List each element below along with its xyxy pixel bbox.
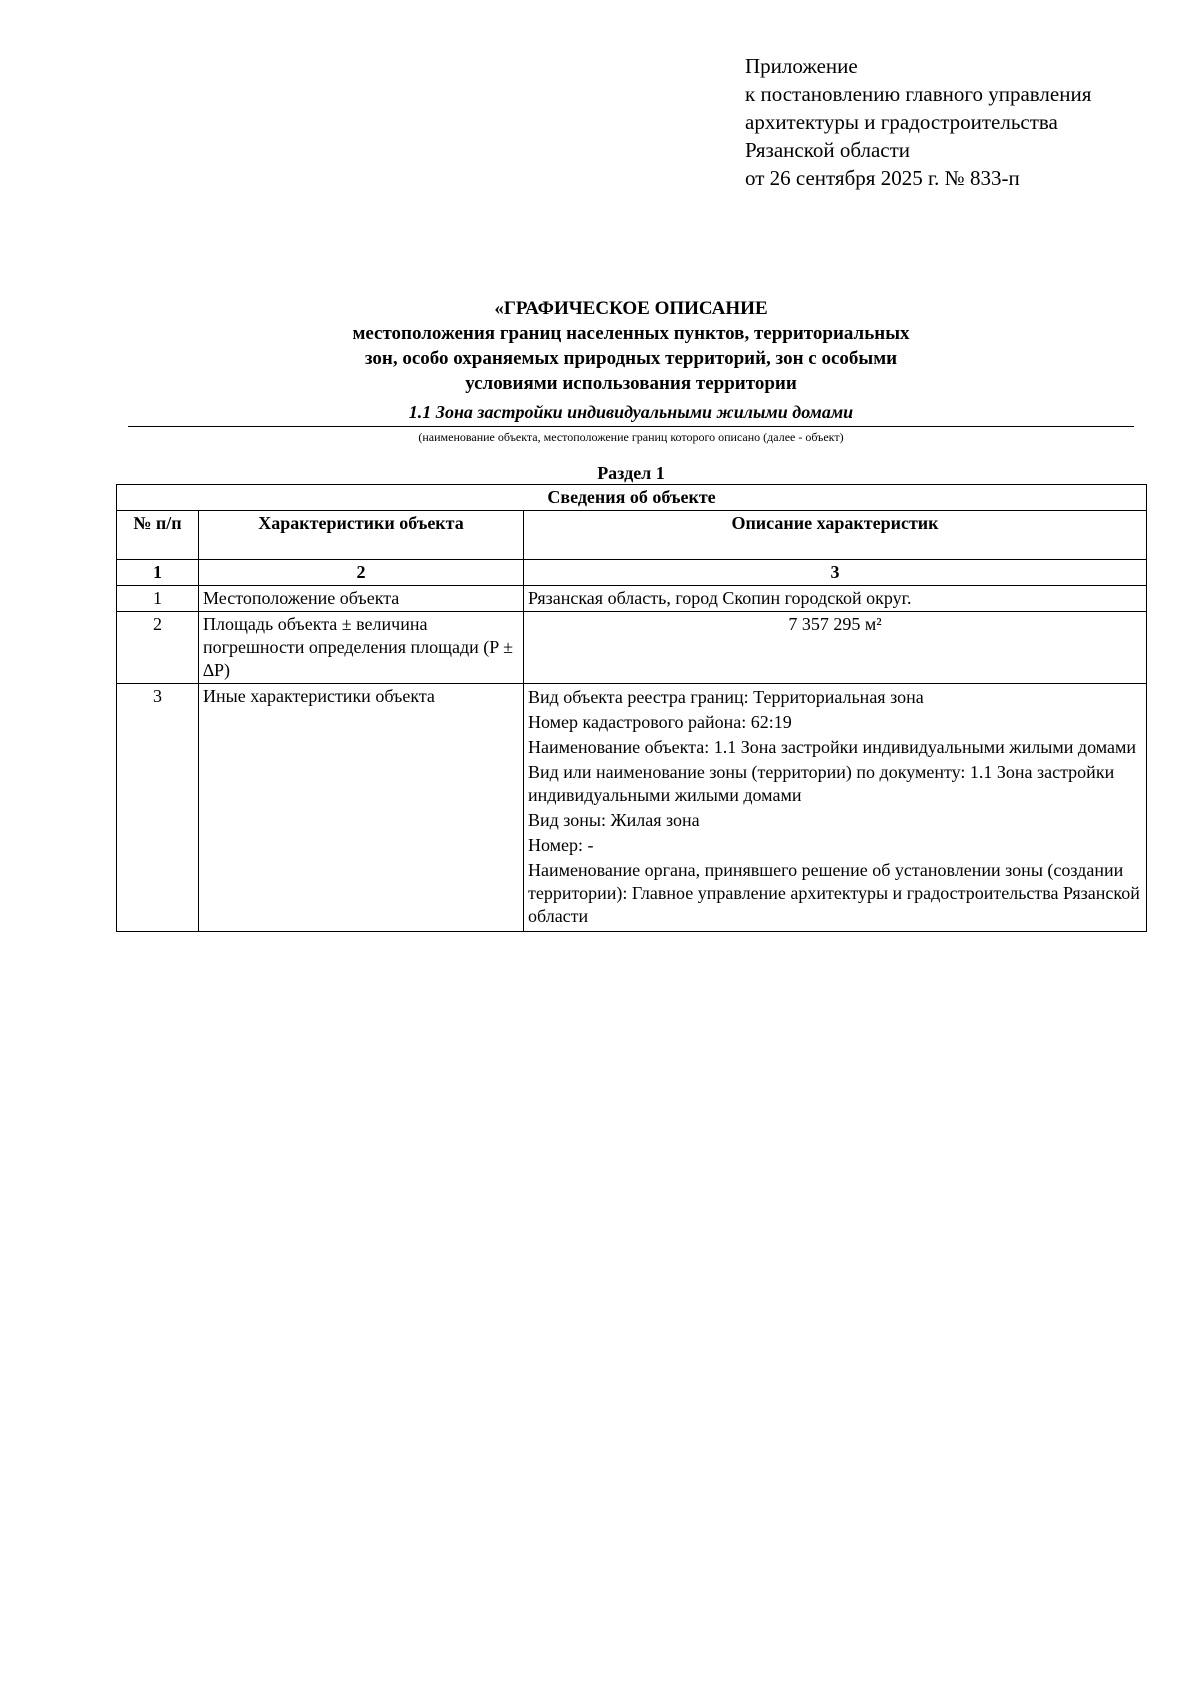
description-line: Рязанская область, город Скопин городской округ. bbox=[528, 588, 912, 608]
object-name-caption: (наименование объекта, местоположение границ которого описано (далее - объект) bbox=[418, 430, 844, 444]
row-number: 2 bbox=[117, 612, 199, 684]
column-number: 2 bbox=[199, 560, 524, 586]
object-name: 1.1 Зона застройки индивидуальными жилыми домами bbox=[408, 402, 854, 422]
row-characteristic: Иные характеристики объекта bbox=[199, 684, 524, 932]
title-line: зон, особо охраняемых природных территорий, зон с особыми bbox=[364, 348, 898, 369]
table-row bbox=[117, 586, 1147, 612]
description-line: Наименование объекта: 1.1 Зона застройки индивидуальными жилыми домами bbox=[528, 737, 1137, 757]
description-line: Вид объекта реестра границ: Территориальная зона bbox=[528, 687, 924, 707]
column-numbers-row bbox=[117, 560, 1147, 586]
header-characteristic: Характеристики объекта bbox=[199, 511, 524, 560]
table-header-row bbox=[117, 511, 1147, 560]
description-line: Номер кадастрового района: 62:19 bbox=[528, 712, 792, 732]
row-description bbox=[524, 612, 1147, 684]
row-description bbox=[524, 586, 1147, 612]
table-row bbox=[117, 612, 1147, 684]
description-line: Наименование органа, принявшего решение об установлении зоны (создании территории): Главное управление архитектуры и градостроительства Рязанской области bbox=[528, 860, 1140, 926]
object-info-table bbox=[116, 484, 1147, 932]
column-number: 3 bbox=[524, 560, 1147, 586]
table-row bbox=[117, 684, 1147, 932]
header-description: Описание характеристик bbox=[524, 511, 1147, 560]
appendix-line: Рязанской области bbox=[745, 138, 911, 162]
document-title bbox=[128, 296, 1134, 396]
appendix-date-line: от 26 сентября 2025 г. № 833-п bbox=[745, 166, 1020, 190]
area-value: 7 357 295 м² bbox=[788, 614, 882, 634]
appendix-line: Приложение bbox=[745, 54, 858, 78]
title-line: условиями использования территории bbox=[465, 373, 797, 394]
title-line: «ГРАФИЧЕСКОЕ ОПИСАНИЕ bbox=[494, 298, 768, 319]
table-caption: Сведения об объекте bbox=[117, 485, 1147, 511]
object-name-underline bbox=[128, 426, 1134, 427]
description-line: Номер: - bbox=[528, 835, 594, 855]
row-number: 3 bbox=[117, 684, 199, 932]
row-characteristic: Местоположение объекта bbox=[199, 586, 524, 612]
row-number: 1 bbox=[117, 586, 199, 612]
appendix-header bbox=[745, 52, 1091, 192]
header-number: № п/п bbox=[117, 511, 199, 560]
row-characteristic: Площадь объекта ± величина погрешности определения площади (P ± ∆P) bbox=[199, 612, 524, 684]
appendix-line: архитектуры и градостроительства bbox=[745, 110, 1058, 134]
description-line: Вид зоны: Жилая зона bbox=[528, 810, 700, 830]
title-line: местоположения границ населенных пунктов, территориальных bbox=[352, 323, 910, 344]
appendix-line: к постановлению главного управления bbox=[745, 82, 1092, 106]
column-number: 1 bbox=[117, 560, 199, 586]
table-caption-row bbox=[117, 485, 1147, 511]
row-description bbox=[524, 684, 1147, 932]
description-line: Вид или наименование зоны (территории) по документу: 1.1 Зона застройки индивидуальными жилыми домами bbox=[528, 762, 1115, 805]
section-title: Раздел 1 bbox=[597, 463, 665, 483]
